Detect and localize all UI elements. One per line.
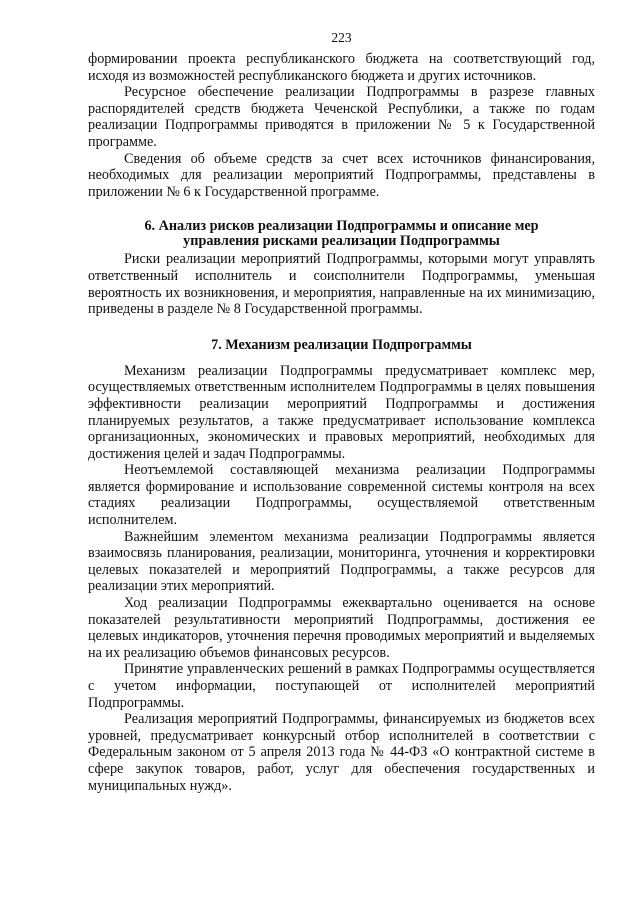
paragraph-continued: формировании проекта республиканского бюджета на соответствующий год, исходя из возможностей республиканского бюджета и других источников. xyxy=(88,51,595,84)
heading-spacer xyxy=(88,353,595,363)
section-7-paragraph-4: Ход реализации Подпрограммы ежеквартально оценивается на основе показателей результативности мероприятий Подпрограммы, достижения ее целевых индикаторов, уточнения перечня проводимых мероприятий и выделяемых на их реализацию объемов финансовых ресурсов. xyxy=(88,595,595,661)
paragraph-resource-provision: Ресурсное обеспечение реализации Подпрограммы в разрезе главных распорядителей средств бюджета Чеченской Республики, а также по годам реализации Подпрограммы приводятся в приложении № 5 к Государственной программе. xyxy=(88,84,595,150)
section-7-paragraph-5: Принятие управленческих решений в рамках Подпрограммы осуществляется с учетом информации, поступающей от исполнителей мероприятий Подпрограммы. xyxy=(88,661,595,711)
section-7-paragraph-3: Важнейшим элементом механизма реализации Подпрограммы является взаимосвязь планирования, реализации, мониторинга, уточнения и корректировки целевых показателей и мероприятий Подпрограммы, а также ресурсов для реализации этих мероприятий. xyxy=(88,528,595,595)
paragraph-funding-info: Сведения об объеме средств за счет всех источников финансирования, необходимых для реализации мероприятий Подпрограммы, представлены в приложении № 6 к Государственной программе. xyxy=(88,150,595,200)
section-7-paragraph-2: Неотъемлемой составляющей механизма реализации Подпрограммы является формирование и использование современной системы контроля на всех стадиях реализации Подпрограммы, осуществляемой ответственным исполнителем. xyxy=(88,462,595,529)
section-7-heading: 7. Механизм реализации Подпрограммы xyxy=(211,336,472,353)
section-6-heading-line-2: управления рисками реализации Подпрограммы xyxy=(183,233,500,250)
section-spacer xyxy=(88,200,595,219)
section-7-paragraph-6: Реализация мероприятий Подпрограммы, финансируемых из бюджетов всех уровней, предусматривает конкурсный отбор исполнителей в соответствии с Федеральным законом от 5 апреля 2013 года № 44-ФЗ «О контрактной системе в сфере закупок товаров, работ, услуг для обеспечения государственных и муниципальных нужд». xyxy=(88,711,595,794)
page-number: 223 xyxy=(331,30,352,45)
section-6-paragraph: Риски реализации мероприятий Подпрограммы, которыми могут управлять ответственный исполнитель и соисполнители Подпрограммы, уменьшая вероятность их возникновения, и мероприятия, направленные на их минимизацию, приведены в разделе № 8 Государственной программы. xyxy=(88,251,595,318)
document-page xyxy=(88,30,595,794)
section-7-paragraph-1: Механизм реализации Подпрограммы предусматривает комплекс мер, осуществляемых ответственным исполнителем Подпрограммы в целях повышения эффективности реализации мероприятий Подпрограммы и достижения планируемых результатов, а также предусматривает использование комплекса организационных, экономических и правовых мероприятий, необходимых для достижения целей и задач Подпрограммы. xyxy=(88,362,595,462)
section-6-heading-line-1: 6. Анализ рисков реализации Подпрограммы и описание мер xyxy=(144,218,539,235)
section-6-heading xyxy=(88,219,595,249)
section-spacer xyxy=(88,318,595,338)
